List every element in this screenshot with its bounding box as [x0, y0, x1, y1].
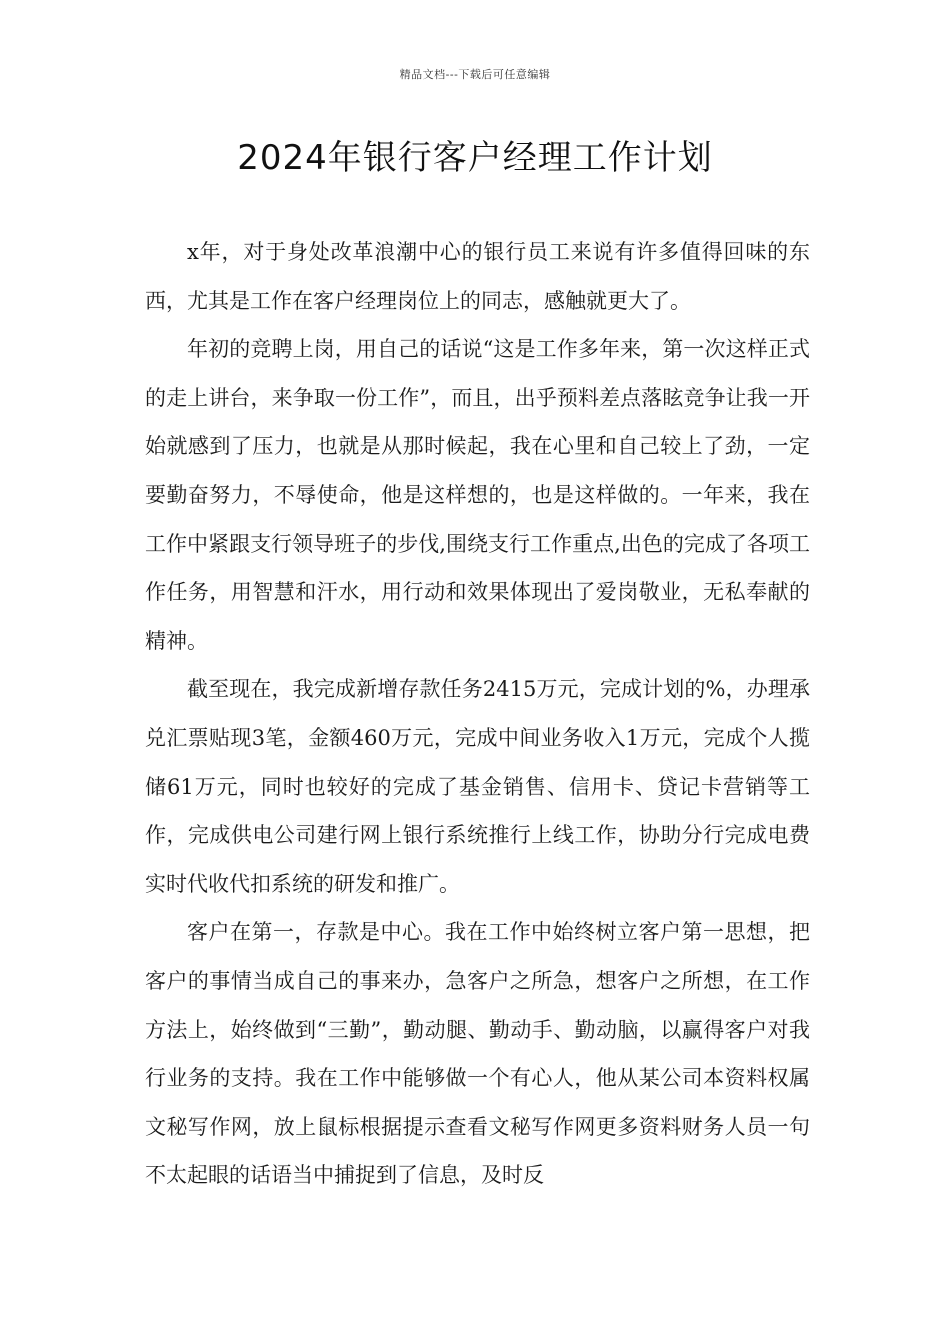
paragraph-3: 截至现在，我完成新增存款任务2415万元，完成计划的%，办理承兑汇票贴现3笔，金额460万元，完成中间业务收入1万元，完成个人揽储61万元，同时也较好的完成了基金销售、信用卡、贷记卡营销等工作，完成供电公司建行网上银行系统推行上线工作，协助分行完成电费实时代收代扣系统的研发和推广。 — [145, 677, 810, 896]
document-body — [145, 228, 810, 1200]
paragraph-4: 客户在第一，存款是中心。我在工作中始终树立客户第一思想，把客户的事情当成自己的事来办，急客户之所急，想客户之所想，在工作方法上，始终做到“三勤”，勤动腿、勤动手、勤动脑，以赢得客户对我行业务的支持。我在工作中能够做一个有心人，他从某公司本资料权属文秘写作网，放上鼠标根据提示查看文秘写作网更多资料财务人员一句不太起眼的话语当中捕捉到了信息，及时反 — [145, 920, 810, 1188]
document-title: 2024年银行客户经理工作计划 — [237, 138, 713, 178]
header-note: 精品文档---下载后可任意编辑 — [399, 68, 551, 81]
paragraph-2: 年初的竞聘上岗，用自己的话说“这是工作多年来，第一次这样正式的走上讲台，来争取一份工作”，而且，出乎预料差点落眩竞争让我一开始就感到了压力，也就是从那时候起，我在心里和自己较上了劲，一定要勤奋努力，不辱使命，他是这样想的，也是这样做的。一年来，我在工作中紧跟支行领导班子的步伐,围绕支行工作重点,出色的完成了各项工作任务，用智慧和汗水，用行动和效果体现出了爱岗敬业，无私奉献的精神。 — [145, 337, 810, 653]
paragraph-1: x年，对于身处改革浪潮中心的银行员工来说有许多值得回味的东西，尤其是工作在客户经理岗位上的同志，感触就更大了。 — [145, 240, 810, 313]
